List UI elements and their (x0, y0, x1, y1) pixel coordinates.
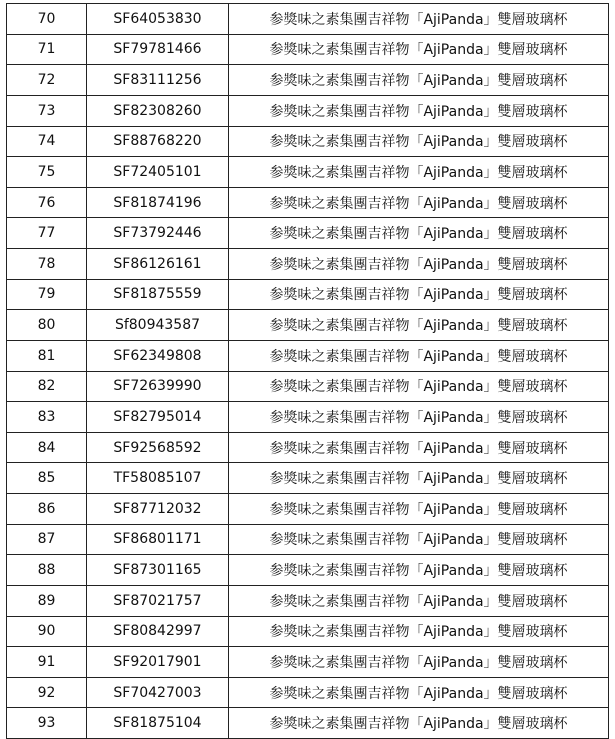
serial-code-cell: SF80842997 (87, 616, 229, 647)
table-row (7, 249, 609, 280)
prize-name-cell: 参獎味之素集團吉祥物「AjiPanda」雙層玻璃杯 (229, 432, 609, 463)
table-row (7, 279, 609, 310)
row-number-cell: 92 (7, 677, 87, 708)
prize-name-cell: 参獎味之素集團吉祥物「AjiPanda」雙層玻璃杯 (229, 249, 609, 280)
row-number-cell: 71 (7, 34, 87, 65)
row-number-cell: 82 (7, 371, 87, 402)
prize-name-cell: 参獎味之素集團吉祥物「AjiPanda」雙層玻璃杯 (229, 371, 609, 402)
prize-name-cell: 参獎味之素集團吉祥物「AjiPanda」雙層玻璃杯 (229, 34, 609, 65)
row-number-cell: 77 (7, 218, 87, 249)
serial-code-cell: SF87021757 (87, 585, 229, 616)
prize-name-cell: 参獎味之素集團吉祥物「AjiPanda」雙層玻璃杯 (229, 708, 609, 739)
serial-code-cell: SF87712032 (87, 494, 229, 525)
table-row (7, 432, 609, 463)
prize-name-cell: 参獎味之素集團吉祥物「AjiPanda」雙層玻璃杯 (229, 4, 609, 35)
serial-code-cell: SF86801171 (87, 524, 229, 555)
table-row (7, 218, 609, 249)
row-number-cell: 81 (7, 340, 87, 371)
serial-code-cell: SF82795014 (87, 402, 229, 433)
table-row (7, 65, 609, 96)
prize-name-cell: 参獎味之素集團吉祥物「AjiPanda」雙層玻璃杯 (229, 402, 609, 433)
row-number-cell: 78 (7, 249, 87, 280)
table-row (7, 616, 609, 647)
table-row (7, 187, 609, 218)
serial-code-cell: SF81875559 (87, 279, 229, 310)
prize-name-cell: 参獎味之素集團吉祥物「AjiPanda」雙層玻璃杯 (229, 585, 609, 616)
serial-code-cell: SF87301165 (87, 555, 229, 586)
prize-name-cell: 参獎味之素集團吉祥物「AjiPanda」雙層玻璃杯 (229, 310, 609, 341)
winners-table-body (7, 4, 609, 739)
prize-name-cell: 参獎味之素集團吉祥物「AjiPanda」雙層玻璃杯 (229, 340, 609, 371)
table-row (7, 677, 609, 708)
serial-code-cell: SF92568592 (87, 432, 229, 463)
serial-code-cell: SF73792446 (87, 218, 229, 249)
row-number-cell: 83 (7, 402, 87, 433)
prize-name-cell: 参獎味之素集團吉祥物「AjiPanda」雙層玻璃杯 (229, 494, 609, 525)
prize-name-cell: 参獎味之素集團吉祥物「AjiPanda」雙層玻璃杯 (229, 187, 609, 218)
serial-code-cell: SF86126161 (87, 249, 229, 280)
table-row (7, 647, 609, 678)
row-number-cell: 70 (7, 4, 87, 35)
serial-code-cell: TF58085107 (87, 463, 229, 494)
table-row (7, 585, 609, 616)
serial-code-cell: SF72405101 (87, 157, 229, 188)
table-row (7, 310, 609, 341)
prize-name-cell: 参獎味之素集團吉祥物「AjiPanda」雙層玻璃杯 (229, 524, 609, 555)
table-row (7, 34, 609, 65)
prize-name-cell: 参獎味之素集團吉祥物「AjiPanda」雙層玻璃杯 (229, 279, 609, 310)
row-number-cell: 85 (7, 463, 87, 494)
serial-code-cell: SF72639990 (87, 371, 229, 402)
serial-code-cell: SF81875104 (87, 708, 229, 739)
serial-code-cell: SF79781466 (87, 34, 229, 65)
table-row (7, 402, 609, 433)
row-number-cell: 88 (7, 555, 87, 586)
row-number-cell: 87 (7, 524, 87, 555)
table-row (7, 95, 609, 126)
row-number-cell: 79 (7, 279, 87, 310)
row-number-cell: 93 (7, 708, 87, 739)
serial-code-cell: SF82308260 (87, 95, 229, 126)
serial-code-cell: SF81874196 (87, 187, 229, 218)
prize-name-cell: 参獎味之素集團吉祥物「AjiPanda」雙層玻璃杯 (229, 677, 609, 708)
table-row (7, 708, 609, 739)
row-number-cell: 73 (7, 95, 87, 126)
table-row (7, 4, 609, 35)
serial-code-cell: SF70427003 (87, 677, 229, 708)
winners-table (6, 3, 609, 739)
row-number-cell: 76 (7, 187, 87, 218)
table-row (7, 494, 609, 525)
table-row (7, 126, 609, 157)
table-row (7, 371, 609, 402)
prize-name-cell: 参獎味之素集團吉祥物「AjiPanda」雙層玻璃杯 (229, 157, 609, 188)
row-number-cell: 89 (7, 585, 87, 616)
prize-name-cell: 参獎味之素集團吉祥物「AjiPanda」雙層玻璃杯 (229, 126, 609, 157)
serial-code-cell: SF62349808 (87, 340, 229, 371)
row-number-cell: 90 (7, 616, 87, 647)
prize-name-cell: 参獎味之素集團吉祥物「AjiPanda」雙層玻璃杯 (229, 218, 609, 249)
prize-name-cell: 参獎味之素集團吉祥物「AjiPanda」雙層玻璃杯 (229, 616, 609, 647)
row-number-cell: 80 (7, 310, 87, 341)
serial-code-cell: SF83111256 (87, 65, 229, 96)
serial-code-cell: Sf80943587 (87, 310, 229, 341)
row-number-cell: 74 (7, 126, 87, 157)
table-row (7, 524, 609, 555)
row-number-cell: 75 (7, 157, 87, 188)
serial-code-cell: SF88768220 (87, 126, 229, 157)
row-number-cell: 91 (7, 647, 87, 678)
prize-name-cell: 参獎味之素集團吉祥物「AjiPanda」雙層玻璃杯 (229, 95, 609, 126)
prize-name-cell: 参獎味之素集團吉祥物「AjiPanda」雙層玻璃杯 (229, 463, 609, 494)
row-number-cell: 72 (7, 65, 87, 96)
serial-code-cell: SF64053830 (87, 4, 229, 35)
table-row (7, 157, 609, 188)
row-number-cell: 86 (7, 494, 87, 525)
table-row (7, 555, 609, 586)
prize-name-cell: 参獎味之素集團吉祥物「AjiPanda」雙層玻璃杯 (229, 555, 609, 586)
serial-code-cell: SF92017901 (87, 647, 229, 678)
table-row (7, 340, 609, 371)
table-row (7, 463, 609, 494)
row-number-cell: 84 (7, 432, 87, 463)
prize-name-cell: 参獎味之素集團吉祥物「AjiPanda」雙層玻璃杯 (229, 65, 609, 96)
prize-name-cell: 参獎味之素集團吉祥物「AjiPanda」雙層玻璃杯 (229, 647, 609, 678)
